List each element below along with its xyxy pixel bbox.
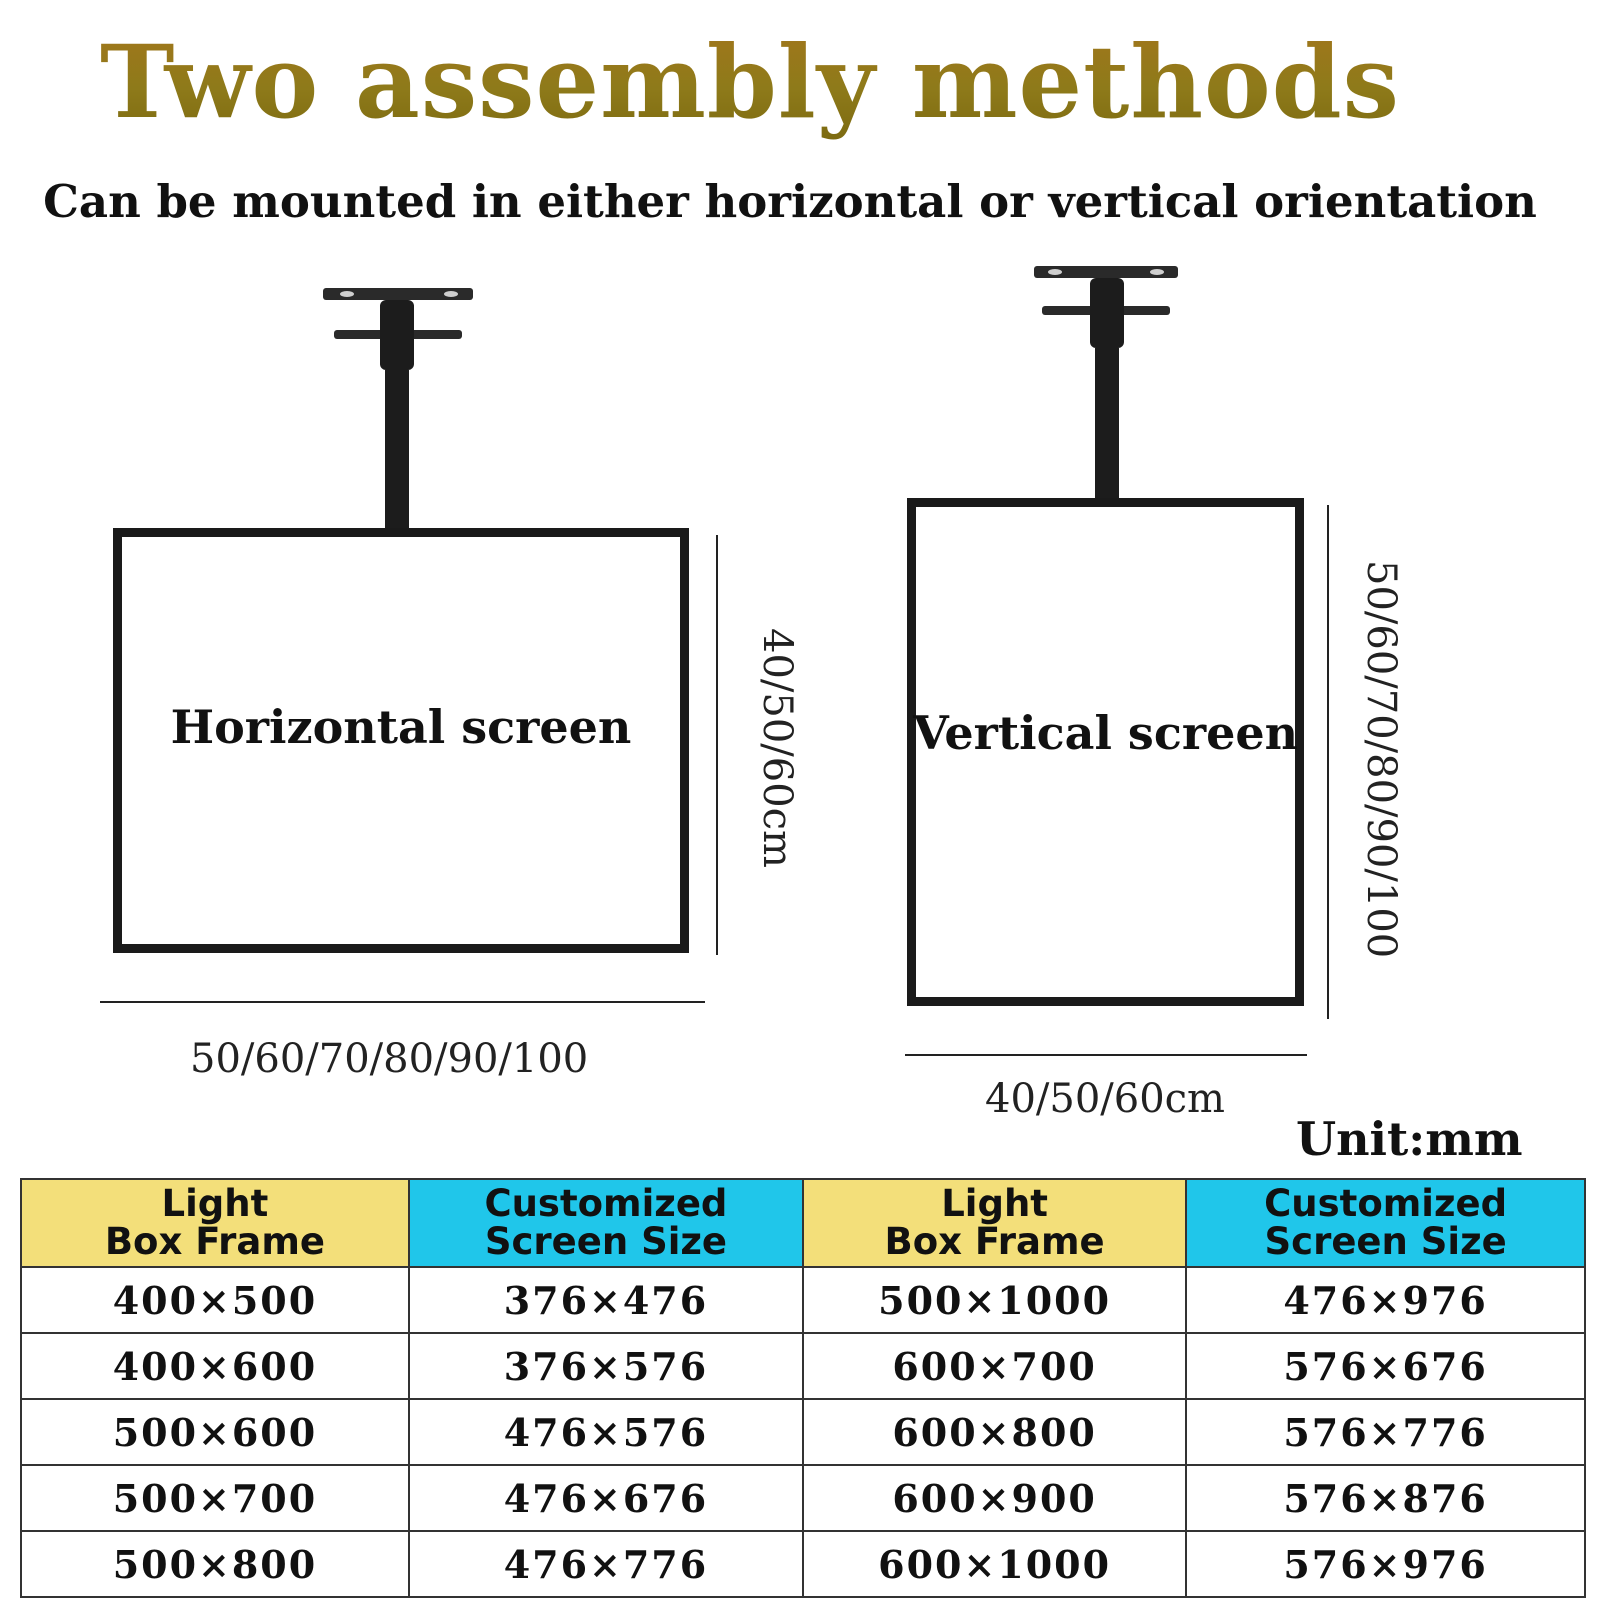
table-cell: 576×976 [1186, 1531, 1585, 1597]
column-header-light-box-frame: Light Box Frame [803, 1179, 1186, 1267]
table-cell: 400×600 [21, 1333, 409, 1399]
column-header-light-box-frame: Light Box Frame [21, 1179, 409, 1267]
table-header-row [21, 1179, 1585, 1267]
size-table [20, 1178, 1586, 1598]
vertical-height-dimension: 50/60/70/80/90/100 [1358, 560, 1404, 959]
table-row [21, 1399, 1585, 1465]
table-cell: 600×800 [803, 1399, 1186, 1465]
horizontal-width-dimension: 50/60/70/80/90/100 [190, 1036, 589, 1082]
horizontal-height-arrow [716, 535, 718, 955]
unit-label: Unit:mm [1296, 1112, 1523, 1166]
page-title: Two assembly methods [0, 22, 1500, 142]
table-cell: 576×676 [1186, 1333, 1585, 1399]
table-row [21, 1465, 1585, 1531]
horizontal-width-arrow [100, 1001, 705, 1003]
table-row [21, 1333, 1585, 1399]
vertical-screen-label: Vertical screen [912, 706, 1299, 760]
table-cell: 600×900 [803, 1465, 1186, 1531]
table-cell: 376×576 [409, 1333, 803, 1399]
vertical-width-dimension: 40/50/60cm [985, 1076, 1225, 1122]
table-cell: 500×1000 [803, 1267, 1186, 1333]
table-cell: 500×600 [21, 1399, 409, 1465]
horizontal-screen-label: Horizontal screen [170, 700, 632, 754]
column-header-customized-screen-size: Customized Screen Size [1186, 1179, 1585, 1267]
page-subtitle: Can be mounted in either horizontal or vertical orientation [43, 175, 1537, 228]
table-row [21, 1531, 1585, 1597]
table-cell: 476×576 [409, 1399, 803, 1465]
table-cell: 376×476 [409, 1267, 803, 1333]
horizontal-height-dimension: 40/50/60cm [754, 628, 800, 868]
table-cell: 500×700 [21, 1465, 409, 1531]
vertical-height-arrow [1327, 505, 1329, 1019]
table-row [21, 1267, 1585, 1333]
table-cell: 600×1000 [803, 1531, 1186, 1597]
vertical-width-arrow [905, 1054, 1307, 1056]
table-cell: 476×676 [409, 1465, 803, 1531]
table-cell: 600×700 [803, 1333, 1186, 1399]
table-cell: 476×776 [409, 1531, 803, 1597]
table-cell: 476×976 [1186, 1267, 1585, 1333]
table-cell: 400×500 [21, 1267, 409, 1333]
column-header-customized-screen-size: Customized Screen Size [409, 1179, 803, 1267]
table-cell: 576×776 [1186, 1399, 1585, 1465]
table-cell: 576×876 [1186, 1465, 1585, 1531]
table-cell: 500×800 [21, 1531, 409, 1597]
